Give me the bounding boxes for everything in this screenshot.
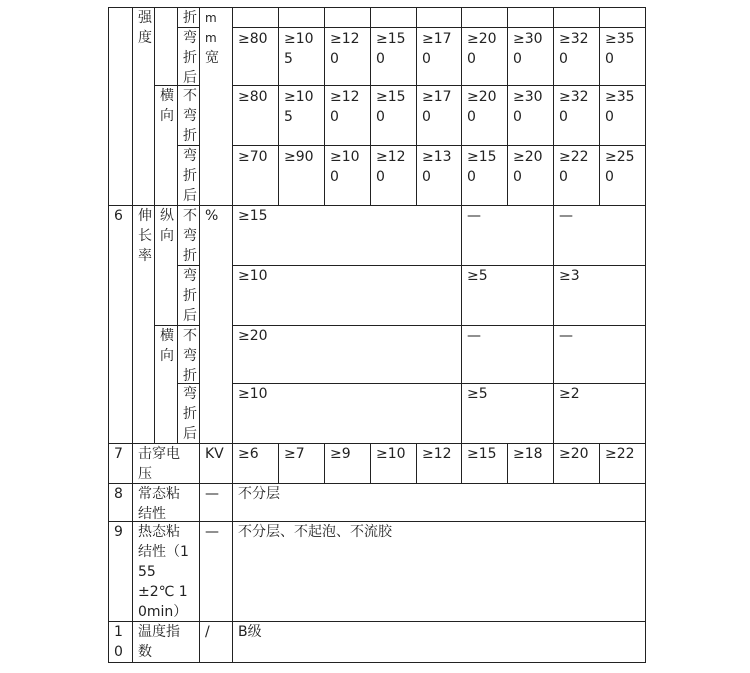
value-cell: ≥350 [599, 85, 646, 146]
condition-cell: 折 [177, 7, 200, 28]
item-number-cell: 9 [108, 521, 133, 622]
value-cell: ≥20 [232, 325, 462, 384]
condition-cell: 弯折后 [177, 145, 200, 206]
value-cell: ≥170 [416, 85, 462, 146]
value-cell: ≥20 [553, 443, 600, 484]
value-cell: ≥300 [507, 27, 554, 86]
value-cell: ≥12 [416, 443, 462, 484]
value-cell: ≥2 [553, 383, 646, 444]
item-label-cell: 常态粘结性 [132, 483, 200, 522]
value-cell: ≥300 [507, 85, 554, 146]
direction-cell: 横向 [154, 325, 178, 444]
value-cell: ≥10 [370, 443, 417, 484]
value-cell: ≥7 [278, 443, 325, 484]
value-cell [461, 7, 508, 28]
value-cell: 不分层 [232, 483, 646, 522]
unit-cell: — [199, 483, 233, 522]
value-cell: — [553, 325, 646, 384]
condition-cell: 弯折后 [177, 265, 200, 326]
value-cell: ≥6 [232, 443, 279, 484]
item-number-cell: 8 [108, 483, 133, 522]
value-cell: ≥220 [553, 145, 600, 206]
value-cell: ≥80 [232, 27, 279, 86]
item-number-cell [108, 7, 133, 206]
value-cell: ≥15 [461, 443, 508, 484]
value-cell: ≥250 [599, 145, 646, 206]
condition-cell: 不弯折 [177, 85, 200, 146]
item-number-cell: 6 [108, 205, 133, 444]
condition-cell: 弯折后 [177, 383, 200, 444]
item-label-cell: 击穿电压 [132, 443, 200, 484]
direction-cell: 横向 [154, 85, 178, 206]
item-number-cell: 7 [108, 443, 133, 484]
condition-cell: 弯折后 [177, 27, 200, 86]
unit-cell: / [199, 621, 233, 663]
value-cell [599, 7, 646, 28]
item-number-cell: 10 [108, 621, 133, 663]
value-cell: ≥150 [461, 145, 508, 206]
value-cell: ≥5 [461, 265, 554, 326]
value-cell: ≥105 [278, 85, 325, 146]
unit-cell [199, 7, 233, 206]
value-cell: ≥10 [232, 383, 462, 444]
value-cell: — [553, 205, 646, 266]
item-label-cell: 热态粘结性（155±2℃ 10min） [132, 521, 200, 622]
value-cell: ≥320 [553, 27, 600, 86]
value-cell: ≥5 [461, 383, 554, 444]
value-cell: ≥170 [416, 27, 462, 86]
value-cell: ≥120 [324, 85, 371, 146]
value-cell: ≥200 [461, 27, 508, 86]
value-cell: ≥3 [553, 265, 646, 326]
value-cell: ≥90 [278, 145, 325, 206]
value-cell: ≥105 [278, 27, 325, 86]
value-cell: ≥150 [370, 85, 417, 146]
value-cell: ≥70 [232, 145, 279, 206]
condition-cell: 不弯折 [177, 205, 200, 266]
value-cell: ≥15 [232, 205, 462, 266]
unit-cell: % [199, 205, 233, 444]
value-cell: ≥22 [599, 443, 646, 484]
unit-tail-text: mm [205, 11, 217, 45]
item-label-cell: 温度指数 [132, 621, 200, 663]
value-cell: ≥200 [507, 145, 554, 206]
value-cell [232, 7, 279, 28]
value-cell: — [461, 325, 554, 384]
value-cell: ≥320 [553, 85, 600, 146]
item-label-cell: 伸长率 [132, 205, 155, 444]
direction-cell [154, 7, 178, 86]
direction-cell: 纵向 [154, 205, 178, 326]
value-cell: ≥130 [416, 145, 462, 206]
unit-cell: KV [199, 443, 233, 484]
value-cell: ≥18 [507, 443, 554, 484]
value-cell [507, 7, 554, 28]
value-cell: ≥120 [370, 145, 417, 206]
value-cell: 不分层、不起泡、不流胶 [232, 521, 646, 622]
item-label-cell: 强度 [132, 7, 155, 206]
value-cell: ≥120 [324, 27, 371, 86]
value-cell [324, 7, 371, 28]
value-cell [416, 7, 462, 28]
value-cell: — [461, 205, 554, 266]
condition-cell: 不弯折 [177, 325, 200, 384]
value-cell: ≥80 [232, 85, 279, 146]
value-cell [278, 7, 325, 28]
value-cell: B级 [232, 621, 646, 663]
value-cell: ≥10 [232, 265, 462, 326]
value-cell [553, 7, 600, 28]
value-cell: ≥9 [324, 443, 371, 484]
value-cell: ≥350 [599, 27, 646, 86]
value-cell: ≥150 [370, 27, 417, 86]
unit-cell: — [199, 521, 233, 622]
value-cell [370, 7, 417, 28]
value-cell: ≥100 [324, 145, 371, 206]
unit-cont-text: 宽 [205, 50, 219, 66]
value-cell: ≥200 [461, 85, 508, 146]
